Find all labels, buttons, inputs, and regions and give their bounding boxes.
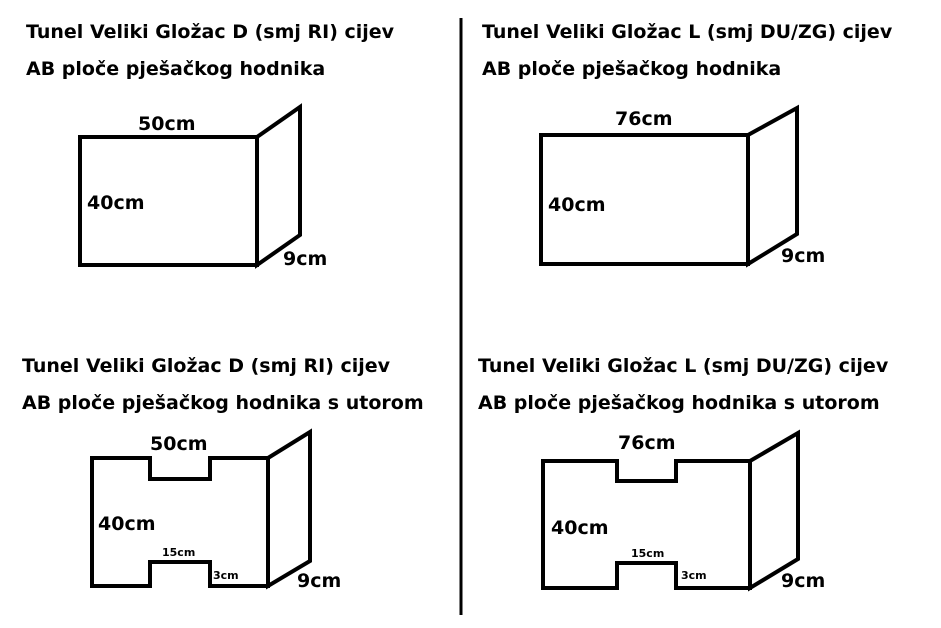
top-right-slab [541,108,797,264]
bottom-right-groove-depth-label: 3cm [681,569,707,582]
bottom-left-depth-label: 9cm [297,570,342,592]
top-left-width-label: 50cm [138,113,196,135]
bottom-right-height-label: 40cm [551,517,609,539]
bottom-right-title-line2: AB ploče pješačkog hodnika s utorom [478,392,880,414]
bottom-right-slab-side [750,433,798,588]
bottom-left-groove-width-label: 15cm [162,546,196,559]
bottom-left-width-label: 50cm [150,433,208,455]
top-left-height-label: 40cm [87,192,145,214]
bottom-right-title-line1: Tunel Veliki Gložac L (smj DU/ZG) cijev [478,355,889,377]
bottom-left-slab-side [268,432,310,586]
top-right-depth-label: 9cm [781,245,826,267]
bottom-right-depth-label: 9cm [781,570,826,592]
bottom-right-slab [543,433,798,588]
bottom-left-title-line1: Tunel Veliki Gložac D (smj RI) cijev [22,355,391,377]
bottom-right-width-label: 76cm [618,432,676,454]
bottom-right-groove-width-label: 15cm [631,547,665,560]
top-left-slab-side [257,107,300,265]
bottom-left-height-label: 40cm [98,513,156,535]
bottom-left-slab [92,432,310,586]
top-right-height-label: 40cm [548,194,606,216]
top-right-slab-side [748,108,797,264]
bottom-left-title-line2: AB ploče pješačkog hodnika s utorom [22,392,424,414]
bottom-left-groove-depth-label: 3cm [213,569,239,582]
top-right-title-line1: Tunel Veliki Gložac L (smj DU/ZG) cijev [482,21,893,43]
top-right-width-label: 76cm [615,108,673,130]
top-right-title-line2: AB ploče pješačkog hodnika [482,58,782,80]
top-left-title-line2: AB ploče pješačkog hodnika [26,58,326,80]
top-left-depth-label: 9cm [283,248,328,270]
top-left-title-line1: Tunel Veliki Gložac D (smj RI) cijev [26,21,395,43]
